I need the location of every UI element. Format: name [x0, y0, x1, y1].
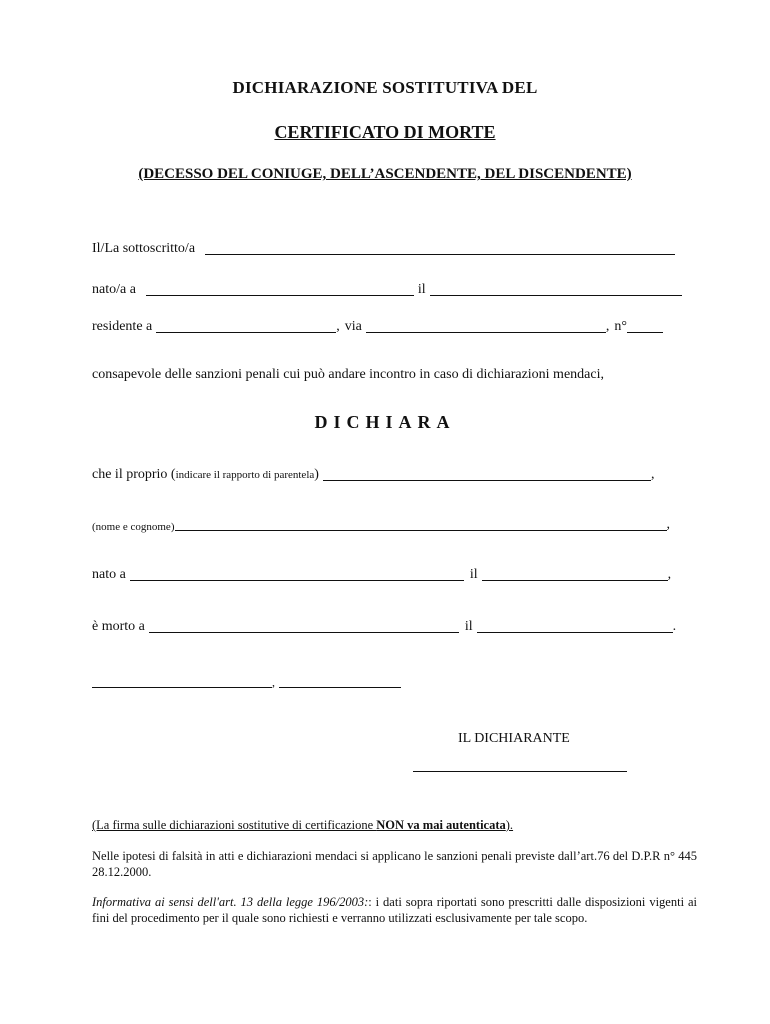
deceased-birth-end: , [667, 567, 672, 582]
died-label: è morto a [92, 619, 145, 634]
declarant-birth-date-field[interactable] [430, 281, 682, 296]
died-on-label: il [464, 619, 473, 634]
residence-separator: , [336, 319, 340, 334]
deceased-name-close: ) [170, 521, 175, 533]
note-open: (La firma sulle dichiarazioni sostitutive di certificazione [92, 818, 377, 832]
deceased-name-hint: nome e cognome [95, 521, 171, 533]
death-row [92, 618, 676, 635]
deceased-birth-place-field[interactable] [130, 566, 464, 581]
declarant-birth-place-field[interactable] [146, 281, 414, 296]
death-place-field[interactable] [149, 618, 459, 633]
deceased-birth-row [92, 566, 671, 583]
document-subtitle: CERTIFICATO DI MORTE [274, 122, 496, 142]
privacy-paragraph [92, 894, 697, 926]
declarant-number-field[interactable] [627, 318, 663, 333]
via-separator: , [605, 319, 610, 334]
relation-label: che il proprio ( [92, 467, 176, 482]
deceased-name-end: , [666, 517, 670, 532]
note-bold: NON va mai autenticata [376, 818, 506, 832]
signing-date-field[interactable] [279, 677, 401, 688]
signer-label: IL DICHIARANTE [458, 731, 570, 746]
declarant-born-label: nato/a a [92, 282, 136, 297]
note-close: ). [505, 818, 514, 832]
deceased-name-row [92, 516, 670, 533]
declarant-residence-row [92, 318, 667, 335]
declarant-resident-label: residente a [92, 319, 153, 334]
signing-place-field[interactable] [92, 677, 272, 688]
place-date-row [92, 675, 405, 690]
relation-close: ) [314, 467, 319, 482]
privacy-text: : i dati sopra riportati sono prescritti dalle disposizioni vigenti ai fini del procedimento per il quale sono richiesti e verranno utilizzati esclusivamente per tale scopo. [92, 895, 697, 925]
relation-hint: indicare il rapporto di parentela [175, 469, 315, 481]
document-scope: (DECESSO DEL CONIUGE, DELL’ASCENDENTE, DEL DISCENDENTE) [138, 166, 632, 182]
place-date-separator: , [272, 675, 275, 689]
relation-row [92, 466, 654, 483]
document-title: DICHIARAZIONE SOSTITUTIVA DEL [232, 78, 538, 97]
deceased-name-field[interactable] [175, 516, 667, 531]
relation-field[interactable] [323, 466, 651, 481]
declarant-name-field[interactable] [205, 240, 675, 255]
awareness-statement: consapevole delle sanzioni penali cui può andare incontro in caso di dichiarazioni mendaci, [92, 367, 604, 382]
penalty-paragraph: Nelle ipotesi di falsità in atti e dichiarazioni mendaci si applicano le sanzioni penali previste dall’art.76 del D.P.R n° 445 28.12.2000. [92, 849, 697, 879]
deceased-born-on-label: il [469, 567, 478, 582]
signature-field[interactable] [413, 771, 627, 772]
declarant-born-on-label: il [417, 282, 426, 297]
declarant-name-row [92, 240, 679, 257]
declarant-via-label: via [344, 319, 362, 334]
declarant-via-field[interactable] [366, 318, 606, 333]
death-end: . [672, 619, 677, 634]
declarant-number-label: n° [614, 319, 627, 334]
authentication-note [92, 818, 513, 833]
death-date-field[interactable] [477, 618, 673, 633]
deceased-birth-date-field[interactable] [482, 566, 668, 581]
declarant-birth-row [92, 281, 686, 298]
declarant-name-label: Il/La sottoscritto/a [92, 241, 196, 256]
relation-end: , [650, 467, 655, 482]
deceased-born-label: nato a [92, 567, 126, 582]
declaration-heading: DICHIARA [314, 412, 456, 432]
privacy-heading: Informativa ai sensi dell'art. 13 della legge 196/2003: [92, 895, 369, 909]
declarant-residence-field[interactable] [156, 318, 336, 333]
deceased-name-open: ( [92, 521, 96, 533]
